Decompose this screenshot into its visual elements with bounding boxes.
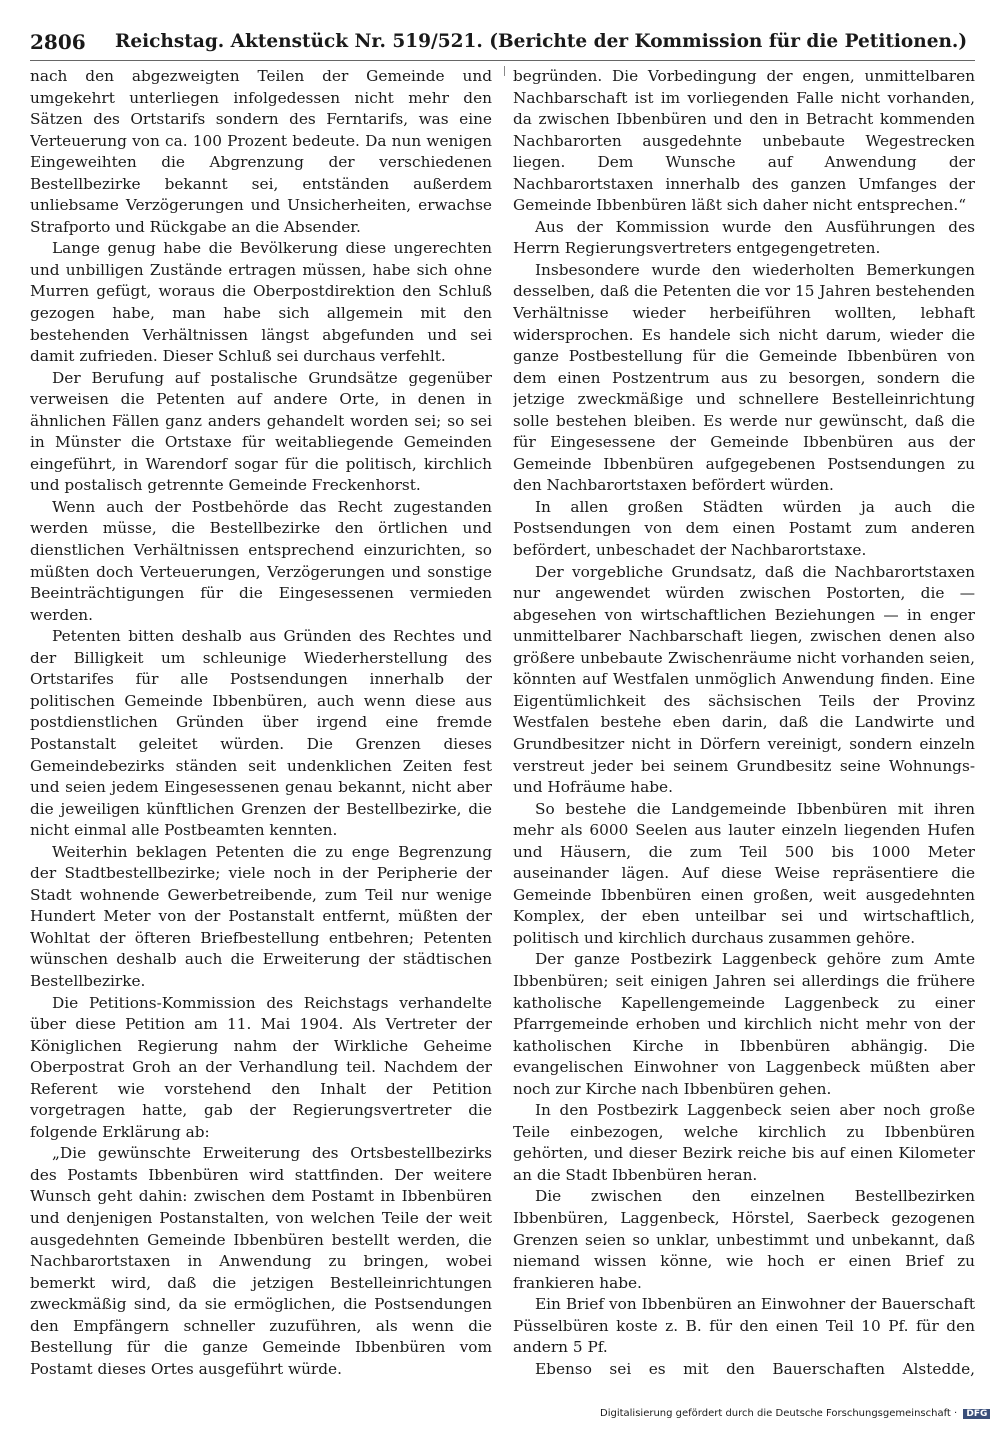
- paragraph: So bestehe die Landgemeinde Ibbenbüren mit ihren mehr als 6000 Seelen aus lauter einzeln liegenden Hufen und Häusern, die zum Teil 500 bis 1000 Meter auseinander lägen. Auf diese Weise repräsentiere die Gemeinde Ibbenbüren einen großen, weit ausgedehnten Komplex, der eben unteilbar sei und wirtschaftlich, politisch und kirchlich durchaus zusammen gehöre.: [513, 799, 975, 947]
- page-header: [30, 30, 975, 61]
- paragraph: Die zwischen den einzelnen Bestellbezirken Ibbenbüren, Laggenbeck, Hörstel, Saerbeck gezogenen Grenzen seien so unklar, unbestimmt und unbekannt, daß niemand wissen könne, wie hoch er einen Brief zu frankieren habe.: [513, 1187, 975, 1292]
- paragraph: Ebenso sei es mit den Bauerschaften Alstedde,: [535, 1359, 975, 1378]
- running-title: Reichstag. Aktenstück Nr. 519/521. (Berichte der Kommission für die Petitionen.): [115, 31, 968, 52]
- paragraph: begründen. Die Vorbedingung der engen, unmittelbaren Nachbarschaft ist im vorliegenden Falle nicht vorhanden, da zwischen Ibbenbüren und den in Betracht kommenden Nachbarorten ausgedehnte unbebaute Wegestrecken liegen. Dem Wunsche auf Anwendung der Nachbarortstaxen innerhalb des ganzen Umfanges der Gemeinde Ibbenbüren läßt sich daher nicht entsprechen.“: [513, 67, 975, 215]
- dfg-logo: DFG: [963, 1409, 990, 1419]
- paragraph: Ein Brief von Ibbenbüren an Einwohner der Bauerschaft Püsselbüren koste z. B. für den einen Teil 10 Pf. für den andern 5 Pf.: [513, 1295, 975, 1357]
- paragraph: nach den abgezweigten Teilen der Gemeinde und umgekehrt unterliegen infolgedessen nicht mehr den Sätzen des Ortstarifs sondern des Ferntarifs, was eine Verteuerung von ca. 100 Prozent bedeute. Da nun wenigen Eingeweihten die Abgrenzung der verschiedenen Bestellbezirke bekannt sei, entständen außerdem unliebsame Verzögerungen und Unsicherheiten, erwachse Strafporto und Rückgabe an die Absender.: [30, 67, 492, 236]
- paragraph: Die Petitions-Kommission des Reichstags verhandelte über diese Petition am 11. Mai 1904. Als Vertreter der Königlichen Regierung nahm der Wirkliche Geheime Oberpostrat Groh an der Verhandlung teil. Nachdem der Referent wie vorstehend den Inhalt der Petition vorgetragen hatte, gab der Regierungsvertreter die folgende Erklärung ab:: [30, 993, 492, 1141]
- paragraph: In den Postbezirk Laggenbeck seien aber noch große Teile einbezogen, welche kirchlich zu Ibbenbüren gehörten, und dieser Bezirk reiche bis auf einen Kilometer an die Stadt Ibbenbüren heran.: [513, 1101, 975, 1184]
- paragraph: Insbesondere wurde den wiederholten Bemerkungen desselben, daß die Petenten die vor 15 Jahren bestehenden Verhältnisse wieder herbeiführen wollten, lebhaft widersprochen. Es handele sich nicht darum, wieder die ganze Postbestellung für die Gemeinde Ibbenbüren von dem einen Postzentrum aus zu besorgen, sondern die jetzige zweckmäßige und schnellere Bestelleinrichtung solle bestehen bleiben. Es werde nur gewünscht, daß die für Eingesessene der Gemeinde Ibbenbüren aus der Gemeinde Ibbenbüren aufgegebenen Postsendungen zu den Nachbarortstaxen befördert würden.: [513, 260, 975, 495]
- paragraph: Der Berufung auf postalische Grundsätze gegenüber verweisen die Petenten auf andere Orte, in denen in ähnlichen Fällen ganz anders gehandelt worden sei; so sei in Münster die Ortstaxe für weitabliegende Gemeinden eingeführt, in Warendorf sogar für die politisch, kirchlich und postalisch getrennte Gemeinde Freckenhorst.: [30, 368, 492, 495]
- paragraph: Aus der Kommission wurde den Ausführungen des Herrn Regierungsvertreters entgegengetreten.: [513, 217, 975, 258]
- paragraph: „Die gewünschte Erweiterung des Ortsbestellbezirks des Postamts Ibbenbüren wird stattfinden. Der weitere Wunsch geht dahin: zwischen dem Postamt in Ibbenbüren und denjenigen Postanstalten, von welchen Teile der weit ausgedehnten Gemeinde Ibbenbüren bestellt werden, die Nachbarortstaxen in Anwendung zu bringen, wobei bemerkt wird, daß die jetzigen Bestelleinrichtungen zweckmäßig sind, da sie ermöglichen, die Postsendungen den Empfängern schneller zuzuführen, als wenn die Bestellung für die ganze Gemeinde Ibbenbüren vom Postamt dieses Ortes ausgeführt würde.: [30, 1144, 492, 1378]
- digitization-footer: Digitalisierung gefördert durch die Deutsche Forschungsgemeinschaft · DFG: [600, 1408, 980, 1422]
- column-divider: [504, 66, 505, 76]
- paragraph: Lange genug habe die Bevölkerung diese ungerechten und unbilligen Zustände ertragen müssen, habe sich ohne Murren gefügt, woraus die Oberpostdirektion den Schluß gezogen habe, man habe sich allgemein mit den bestehenden Verhältnissen längst abgefunden und sei damit zufrieden. Dieser Schluß sei durchaus verfehlt.: [30, 239, 492, 366]
- paragraph: In allen großen Städten würden ja auch die Postsendungen von dem einen Postamt zum anderen befördert, unbeschadet der Nachbarortstaxe.: [513, 497, 975, 560]
- paragraph: Der vorgebliche Grundsatz, daß die Nachbarortstaxen nur angewendet würden zwischen Postorten, die — abgesehen von wirtschaftlichen Beziehungen — in enger unmittelbarer Nachbarschaft liegen, zwischen denen also größere unbebaute Zwischenräume nicht vorhanden seien, könnten auf Westfalen unmöglich Anwendung finden. Eine Eigentümlichkeit des sächsischen Teils der Provinz Westfalen bestehe eben darin, daß die Landwirte und Grundbesitzer nicht in Dörfern vereinigt, sondern einzeln verstreut jeder bei seinem Grundbesitz seine Wohnungs- und Hofräume habe.: [513, 562, 975, 797]
- paragraph: Petenten bitten deshalb aus Gründen des Rechtes und der Billigkeit um schleunige Wiederherstellung des Ortstarifes für alle Postsendungen innerhalb der politischen Gemeinde Ibbenbüren, auch wenn diese aus postdienstlichen Gründen über irgend eine fremde Postanstalt geleitet würden. Die Grenzen dieses Gemeindebezirks ständen seit undenklichen Zeiten fest und seien jedem Eingesessenen genau bekannt, nicht aber die jeweiligen künftlichen Grenzen der Bestellbezirke, die nicht einmal alle Postbeamten kennten.: [30, 627, 492, 840]
- left-column: [30, 66, 492, 1383]
- page-number: 2806: [30, 30, 86, 54]
- paragraph: Der ganze Postbezirk Laggenbeck gehöre zum Amte Ibbenbüren; seit einigen Jahren sei allerdings die frühere katholische Kapellengemeinde Laggenbeck zu einer Pfarrgemeinde erhoben und kirchlich nicht mehr von der katholischen Kirche in Ibbenbüren abhängig. Die evangelischen Einwohner von Laggenbeck müßten aber noch zur Kirche nach Ibbenbüren gehen.: [513, 950, 975, 1098]
- paragraph: Weiterhin beklagen Petenten die zu enge Begrenzung der Stadtbestellbezirke; viele noch in der Peripherie der Stadt wohnende Gewerbetreibende, zum Teil nur wenige Hundert Meter von der Postanstalt entfernt, müßten der Wohltat der öfteren Briefbestellung entbehren; Petenten wünschen deshalb auch die Erweiterung der städtischen Bestellbezirke.: [30, 842, 492, 990]
- right-column: [513, 66, 975, 1383]
- paragraph: Wenn auch der Postbehörde das Recht zugestanden werden müsse, die Bestellbezirke den örtlichen und dienstlichen Verhältnissen entsprechend einzurichten, so müßten doch Verteuerungen, Verzögerungen und sonstige Beeinträchtigungen für die Eingesessenen vermieden werden.: [30, 497, 492, 624]
- footer-text: Digitalisierung gefördert durch die Deutsche Forschungsgemeinschaft: [600, 1408, 951, 1419]
- paragraph: [30, 1380, 492, 1383]
